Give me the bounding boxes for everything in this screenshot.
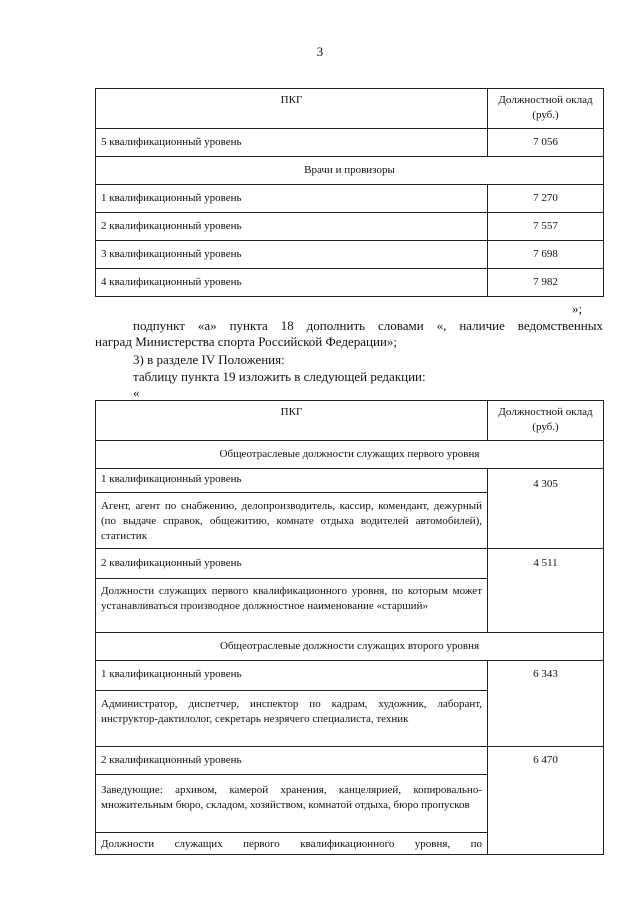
- level-label: 3 квалификационный уровень: [96, 241, 488, 269]
- salary-table-section-iv: [95, 400, 604, 855]
- position-list: Должности служащих первого квалификационного уровня, по: [96, 833, 488, 855]
- section-title: Общеотраслевые должности служащих второго уровня: [96, 633, 604, 661]
- salary-table-continued: [95, 88, 604, 297]
- opening-quote: «: [133, 385, 140, 400]
- salary-value: 4 511: [488, 549, 604, 633]
- position-list: Администратор, диспетчер, инспектор по кадрам, художник, лаборант, инструктор-дактилолог, секретарь незрячего специалиста, техник: [96, 691, 488, 747]
- salary-value: 7 056: [488, 129, 604, 157]
- level-label: 2 квалификационный уровень: [96, 747, 488, 775]
- closing-quote: »;: [572, 301, 583, 316]
- paragraph-2: 3) в разделе IV Положения:: [133, 352, 285, 367]
- position-list: Агент, агент по снабжению, делопроизводитель, кассир, комендант, дежурный (по выдаче справок, общежитию, комнате отдыха водителей автомобилей), статистик: [96, 493, 488, 549]
- level-label: 2 квалификационный уровень: [96, 213, 488, 241]
- page-number: 3: [316, 44, 324, 59]
- salary-value: 7 557: [488, 213, 604, 241]
- paragraph-3: таблицу пункта 19 изложить в следующей редакции:: [133, 369, 426, 384]
- section-title: Общеотраслевые должности служащих первого уровня: [96, 441, 604, 469]
- level-label: 4 квалификационный уровень: [96, 269, 488, 297]
- position-list: Заведующие: архивом, камерой хранения, канцелярией, копировально-множительным бюро, складом, хозяйством, комнатой отдыха, бюро пропусков: [96, 775, 488, 833]
- column-header-pkg: ПКГ: [96, 401, 488, 441]
- level-label: 2 квалификационный уровень: [96, 549, 488, 579]
- salary-value: 7 270: [488, 185, 604, 213]
- paragraph-1-line-1: подпункт «а» пункта 18 дополнить словами «, наличие ведомственных: [133, 318, 603, 333]
- salary-value: 6 470: [488, 747, 604, 855]
- section-title: Врачи и провизоры: [96, 157, 604, 185]
- column-header-salary: Должностной оклад (руб.): [488, 401, 604, 441]
- position-list: Должности служащих первого квалификационного уровня, по которым может устанавливаться производное должностное наименование «старший»: [96, 579, 488, 633]
- salary-value: 6 343: [488, 661, 604, 747]
- level-label: 1 квалификационный уровень: [96, 661, 488, 691]
- salary-value: 7 982: [488, 269, 604, 297]
- level-label: 5 квалификационный уровень: [96, 129, 488, 157]
- salary-value: 4 305: [488, 469, 604, 549]
- column-header-salary: Должностной оклад (руб.): [488, 89, 604, 129]
- paragraph-1-line-2: наград Министерства спорта Российской Федерации»;: [95, 334, 398, 349]
- level-label: 1 квалификационный уровень: [96, 469, 488, 493]
- level-label: 1 квалификационный уровень: [96, 185, 488, 213]
- salary-value: 7 698: [488, 241, 604, 269]
- column-header-pkg: ПКГ: [96, 89, 488, 129]
